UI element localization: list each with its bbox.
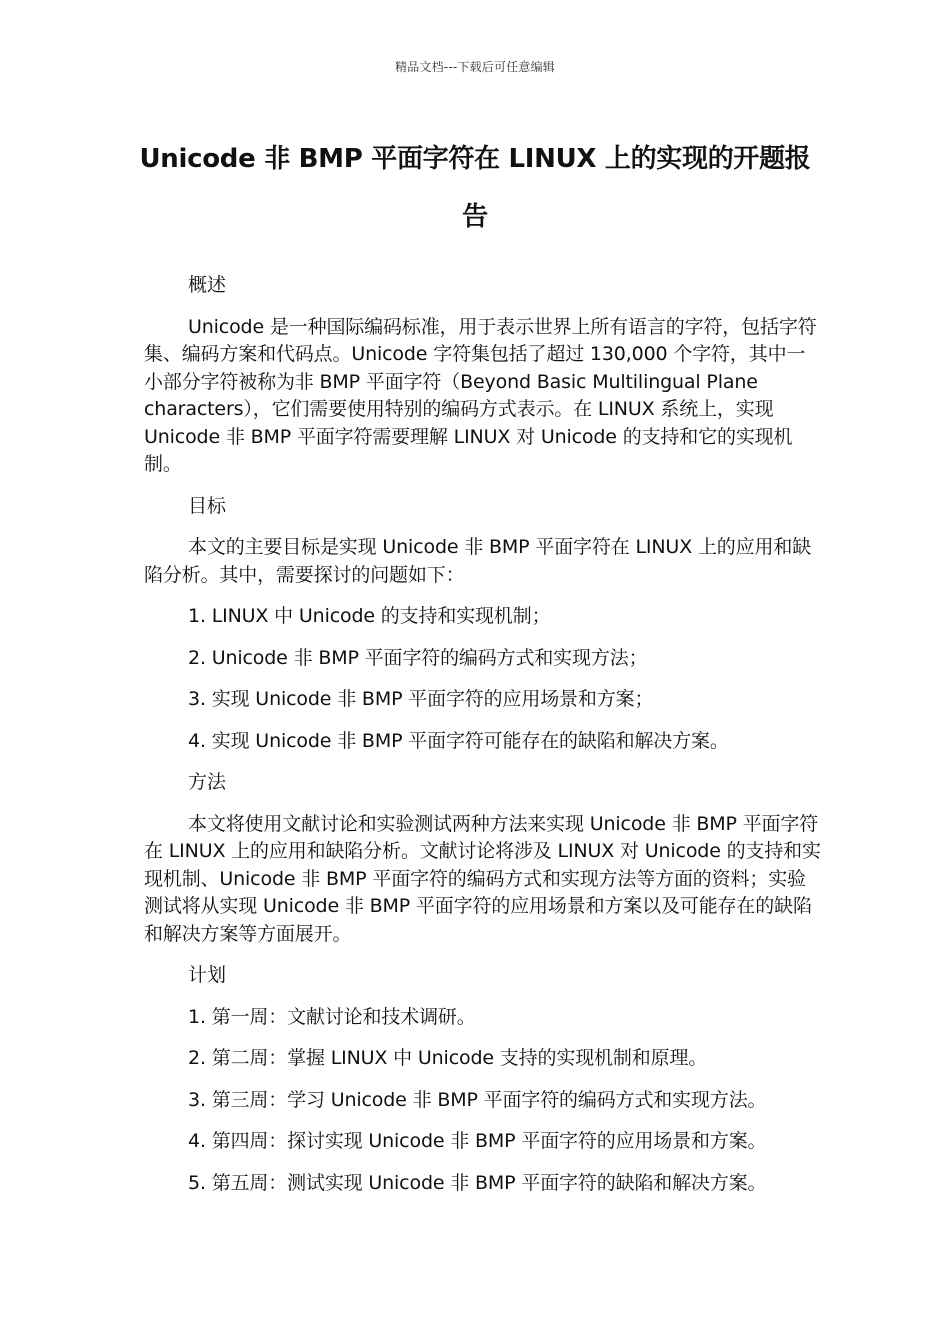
section-heading-overview: 概述 (188, 274, 227, 296)
document-body (144, 272, 824, 1211)
plan-list-item: 2. 第二周：掌握 LINUX 中 Unicode 支持的实现机制和原理。 (188, 1047, 708, 1069)
section-heading-goal: 目标 (188, 494, 227, 517)
goal-paragraph: 本文的主要目标是实现 Unicode 非 BMP 平面字符在 LINUX 上的应用和缺陷分析。其中，需要探讨的问题如下： (144, 536, 812, 586)
section-heading-method: 方法 (188, 771, 227, 793)
plan-list-item: 5. 第五周：测试实现 Unicode 非 BMP 平面字符的缺陷和解决方案。 (188, 1171, 767, 1194)
plan-list-item: 1. 第一周：文献讨论和技术调研。 (188, 1005, 476, 1028)
overview-paragraph: Unicode 是一种国际编码标准，用于表示世界上所有语言的字符，包括字符集、编码方案和代码点。Unicode 字符集包括了超过 130,000 个字符，其中一小部分字符被称为非 BMP 平面字符（Beyond Basic Multilingual Plane characters），它们需要使用特别的编码方式表示。在 LINUX 系统上，实现 Unicode 非 BMP 平面字符需要理解 LINUX 对 Unicode 的支持和它的实现机制。 (144, 315, 817, 475)
goal-list-item: 4. 实现 Unicode 非 BMP 平面字符可能存在的缺陷和解决方案。 (188, 729, 729, 752)
document-title: Unicode 非 BMP 平面字符在 LINUX 上的实现的开题报告 (139, 144, 811, 232)
header-note: 精品文档---下载后可任意编辑 (395, 60, 555, 74)
method-paragraph: 本文将使用文献讨论和实验测试两种方法来实现 Unicode 非 BMP 平面字符在 LINUX 上的应用和缺陷分析。文献讨论将涉及 LINUX 对 Unicode 的支持和实现机制、Unicode 非 BMP 平面字符的编码方式和实现方法等方面的资料；实验测试将从实现 Unicode 非 BMP 平面字符的应用场景和方案以及可能存在的缺陷和解决方案等方面展开。 (144, 812, 821, 945)
plan-list-item: 4. 第四周：探讨实现 Unicode 非 BMP 平面字符的应用场景和方案。 (188, 1130, 767, 1152)
goal-list-item: 3. 实现 Unicode 非 BMP 平面字符的应用场景和方案； (188, 688, 654, 710)
goal-list-item: 2. Unicode 非 BMP 平面字符的编码方式和实现方法； (188, 646, 648, 669)
section-heading-plan: 计划 (188, 964, 227, 986)
plan-list-item: 3. 第三周：学习 Unicode 非 BMP 平面字符的编码方式和实现方法。 (188, 1088, 767, 1111)
goal-list-item: 1. LINUX 中 Unicode 的支持和实现机制； (188, 605, 551, 627)
